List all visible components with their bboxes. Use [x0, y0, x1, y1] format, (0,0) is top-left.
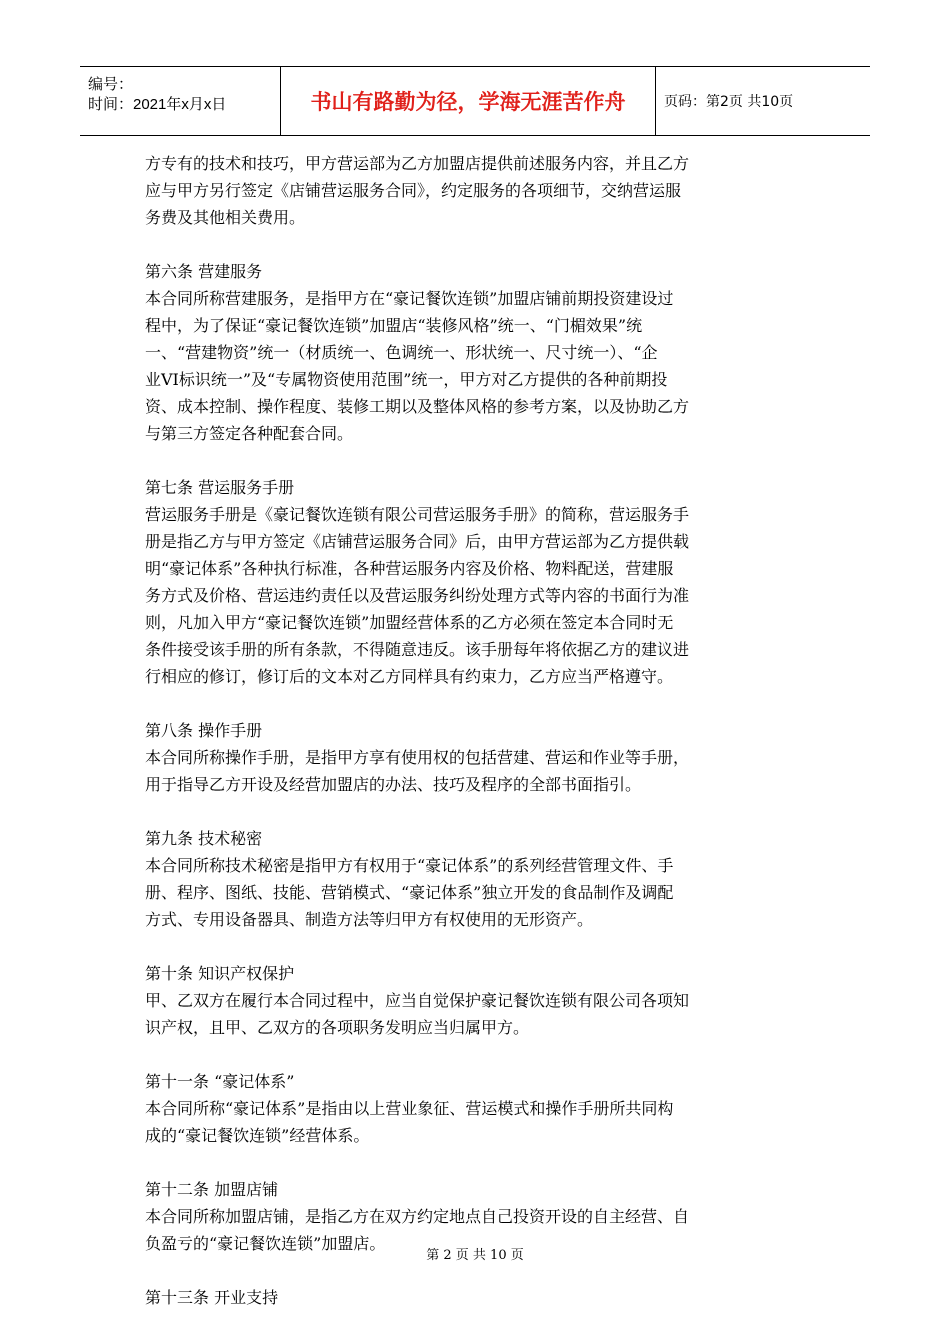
section-line: 识产权，且甲、乙双方的各项职务发明应当归属甲方。	[145, 1018, 530, 1037]
page-header	[80, 66, 870, 136]
section-heading: 第十条 知识产权保护	[145, 964, 295, 983]
section-line: 成的“豪记餐饮连锁”经营体系。	[145, 1126, 370, 1145]
intro-line: 方专有的技术和技巧，甲方营运部为乙方加盟店提供前述服务内容，并且乙方	[145, 154, 690, 173]
section-heading: 第九条 技术秘密	[145, 829, 263, 848]
section-line: 资、成本控制、操作程度、装修工期以及整体风格的参考方案，以及协助乙方	[145, 397, 690, 416]
section-heading: 第八条 操作手册	[145, 721, 263, 740]
section-line: 与第三方签定各种配套合同。	[145, 424, 354, 443]
section-line: 业VI标识统一”及“专属物资使用范围”统一，甲方对乙方提供的各种前期投	[145, 370, 668, 389]
header-meta-cell	[80, 67, 281, 135]
section-line: 务方式及价格、营运违约责任以及营运服务纠纷处理方式等内容的书面行为准	[145, 586, 690, 605]
document-time: 时间：2021年x月x日	[88, 96, 227, 113]
section-line: 甲、乙双方在履行本合同过程中，应当自觉保护豪记餐饮连锁有限公司各项知	[145, 991, 690, 1010]
section-line: 程中，为了保证“豪记餐饮连锁”加盟店“装修风格”统一、“门楣效果”统	[145, 316, 643, 335]
section-line: 负盈亏的“豪记餐饮连锁”加盟店。	[145, 1234, 386, 1253]
document-number: 编号：	[88, 76, 134, 93]
section-heading: 第七条 营运服务手册	[145, 478, 295, 497]
intro-line: 应与甲方另行签定《店铺营运服务合同》，约定服务的各项细节，交纳营运服	[145, 181, 682, 200]
section-line: 册是指乙方与甲方签定《店铺营运服务合同》后，由甲方营运部为乙方提供载	[145, 532, 690, 551]
document-body	[145, 150, 810, 1311]
section-line: 本合同所称技术秘密是指甲方有权用于“豪记体系”的系列经营管理文件、手	[145, 856, 674, 875]
section-heading: 第六条 营建服务	[145, 262, 263, 281]
section-line: 方式、专用设备器具、制造方法等归甲方有权使用的无形资产。	[145, 910, 594, 929]
section-line: 一、“营建物资”统一（材质统一、色调统一、形状统一、尺寸统一）、“企	[145, 343, 658, 362]
section-line: 条件接受该手册的所有条款，不得随意违反。该手册每年将依据乙方的建议进	[145, 640, 690, 659]
section-line: 营运服务手册是《豪记餐饮连锁有限公司营运服务手册》的简称，营运服务手	[145, 505, 690, 524]
page-footer: 第 2 页 共 10 页	[426, 1248, 524, 1263]
section-line: 用于指导乙方开设及经营加盟店的办法、技巧及程序的全部书面指引。	[145, 775, 642, 794]
section-line: 本合同所称加盟店铺，是指乙方在双方约定地点自己投资开设的自主经营、自	[145, 1207, 690, 1226]
section-line: 明“豪记体系”各种执行标准，各种营运服务内容及价格、物料配送，营建服	[145, 559, 674, 578]
section-heading: 第十二条 加盟店铺	[145, 1180, 279, 1199]
section-line: 册、程序、图纸、技能、营销模式、“豪记体系”独立开发的食品制作及调配	[145, 883, 674, 902]
section-line: 行相应的修订，修订后的文本对乙方同样具有约束力，乙方应当严格遵守。	[145, 667, 674, 686]
section-line: 本合同所称营建服务，是指甲方在“豪记餐饮连锁”加盟店铺前期投资建设过	[145, 289, 674, 308]
section-line: 则，凡加入甲方“豪记餐饮连锁”加盟经营体系的乙方必须在签定本合同时无	[145, 613, 674, 632]
section-heading: 第十一条 “豪记体系”	[145, 1072, 295, 1091]
header-page-info: 页码：第2页 共10页	[664, 94, 794, 110]
section-heading: 第十三条 开业支持	[145, 1288, 279, 1307]
intro-line: 务费及其他相关费用。	[145, 208, 306, 227]
section-line: 本合同所称“豪记体系”是指由以上营业象征、营运模式和操作手册所共同构	[145, 1099, 674, 1118]
header-motto: 书山有路勤为径，学海无涯苦作舟	[281, 67, 656, 135]
section-line: 本合同所称操作手册，是指甲方享有使用权的包括营建、营运和作业等手册，	[145, 748, 690, 767]
